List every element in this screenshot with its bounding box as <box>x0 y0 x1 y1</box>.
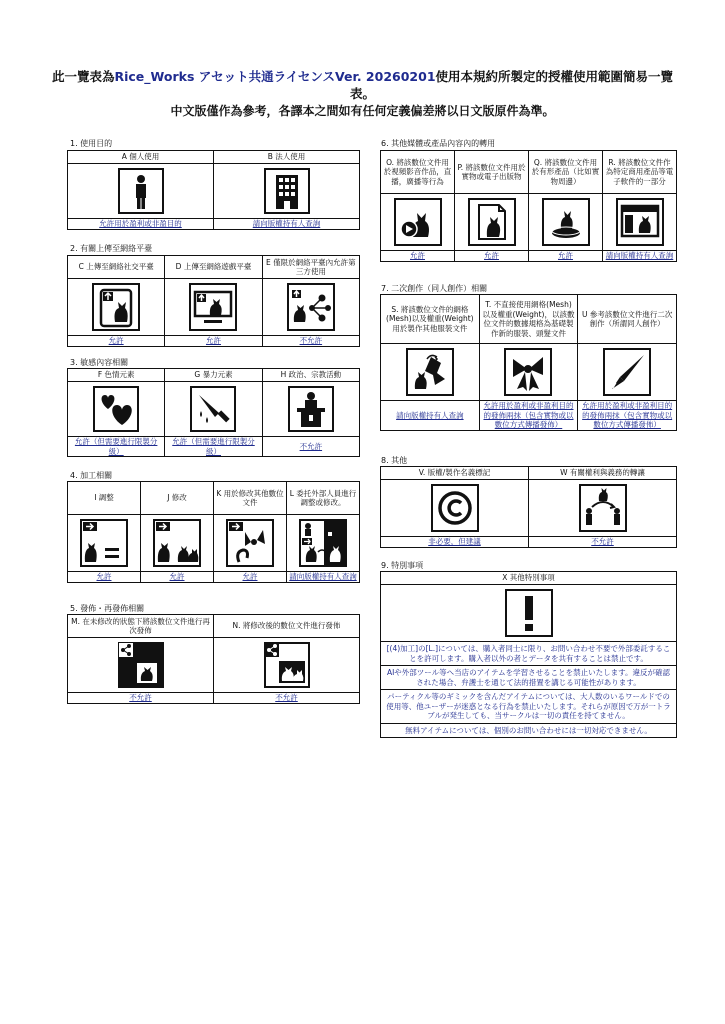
col-w-status: 不允許 <box>529 537 677 548</box>
pen-icon <box>602 347 652 397</box>
col-a-header: A 個人使用 <box>68 151 214 164</box>
transfer-icon <box>578 483 628 533</box>
mesh-clothes-icon <box>405 347 455 397</box>
col-t-status: 允許用於盈利或非盈利目的的發佈兩抹（包含實物或以數位方式傳播發佈） <box>479 401 578 431</box>
distribute-modified-icon <box>263 641 311 689</box>
section-6-table <box>380 150 677 262</box>
ribbon-icon <box>503 347 553 397</box>
section-8-label: 8. 其他 <box>381 456 408 465</box>
col-j-header: J 修改 <box>141 482 214 515</box>
col-n-header: N. 將修改後的數位文件進行發佈 <box>214 615 360 638</box>
hearts-icon <box>92 385 140 433</box>
section-9-table <box>380 571 677 738</box>
col-m-header: M. 在未修改的狀態下將該數位文件進行再次發佈 <box>68 615 214 638</box>
special-note-3: パーティクル等のギミックを含んだアイテムについては、大人数のいるワールドでの使用等、他ユーザーが迷惑となる行為を禁止いたします。それらが原因で万が一トラブルが発生しても、当サークルは一切の責任を持てません。 <box>381 690 677 724</box>
col-c-status: 允許 <box>68 336 165 347</box>
col-e-header: E 僅限於網絡平臺內允許第三方使用 <box>262 256 359 279</box>
share-third-party-icon <box>286 282 336 332</box>
section-3-label: 3. 敏感內容相關 <box>70 358 129 367</box>
person-icon <box>117 167 165 215</box>
col-s-header: S. 將該數位文件的網格(Mesh)以及權重(Weight)用於製作其他服裝文件 <box>381 295 480 344</box>
section-2-table <box>67 255 360 347</box>
col-e-status: 不允許 <box>262 336 359 347</box>
col-i-status: 允許 <box>68 572 141 583</box>
col-r-header: R. 將該數位文件作為特定商用產品等電子軟件的一部分 <box>603 151 677 194</box>
col-a-status: 允許用於盈利或非盈目的 <box>68 219 214 230</box>
col-t-header: T. 不直接使用網格(Mesh)以及權重(Weight)，以該數位文件的數據規格為基礎製作新的服裝、頭髮文件 <box>479 295 578 344</box>
outsource-icon <box>298 518 348 568</box>
section-7-label: 7. 二次創作（同人創作）相關 <box>381 284 488 293</box>
col-i-header: I 調整 <box>68 482 141 515</box>
section-9-label: 9. 特別事項 <box>381 561 424 570</box>
col-o-header: O. 將該數位文件用於視頻影音作品，直播，廣播等行為 <box>381 151 455 194</box>
col-l-header: L 委托外部人員進行調整或修改。 <box>287 482 360 515</box>
video-icon <box>393 197 443 247</box>
section-5-label: 5. 發佈・再發佈相關 <box>70 604 145 613</box>
redistribute-icon <box>117 641 165 689</box>
section-6-label: 6. 其他媒體或產品內容內的轉用 <box>381 139 496 148</box>
col-v-status: 非必要，但建議 <box>381 537 529 548</box>
col-n-status: 不允許 <box>214 693 360 704</box>
col-s-status: 請向版權持有人查詢 <box>381 401 480 431</box>
col-q-status: 允許 <box>529 251 603 262</box>
col-h-header: H 政治、宗教活動 <box>262 369 359 382</box>
col-q-header: Q. 將該數位文件用於有形產品（比如實物周邊） <box>529 151 603 194</box>
document-subtitle: 中文版僅作為參考，各譯本之間如有任何定義偏差將以日文版原件為準。 <box>170 104 555 118</box>
col-f-status: 允許（但需要進行限製分級） <box>68 437 165 457</box>
section-2-label: 2. 有關上傳至網絡平臺 <box>70 244 153 253</box>
col-d-status: 允許 <box>165 336 262 347</box>
col-l-status: 請向版權持有人查詢 <box>287 572 360 583</box>
section-3-table <box>67 368 360 457</box>
section-1-table <box>67 150 360 230</box>
col-w-header: W 有關權利與義務的轉讓 <box>529 467 677 480</box>
col-x-header: X 其他特別事項 <box>381 572 677 585</box>
col-p-header: P. 將該數位文件用於實物或電子出版物 <box>455 151 529 194</box>
license-name: Rice_Works アセット共通ライセンスVer. 20260201 <box>114 69 436 84</box>
col-c-header: C 上傳至網絡社交平臺 <box>68 256 165 279</box>
section-4-label: 4. 加工相關 <box>70 471 113 480</box>
col-b-status: 請向版權持有人查詢 <box>214 219 360 230</box>
exclamation-icon <box>504 588 554 638</box>
adjust-icon <box>79 518 129 568</box>
section-7-table <box>380 294 677 431</box>
col-b-header: B 法人使用 <box>214 151 360 164</box>
col-j-status: 允許 <box>141 572 214 583</box>
software-icon <box>615 197 665 247</box>
special-note-4: 無料アイテムについては、個別のお問い合わせには一切対応できません。 <box>381 723 677 738</box>
col-k-status: 允許 <box>214 572 287 583</box>
col-g-header: G 暴力元素 <box>165 369 262 382</box>
col-h-status: 不允許 <box>262 437 359 457</box>
col-r-status: 請向版權持有人查詢 <box>603 251 677 262</box>
merch-icon <box>541 197 591 247</box>
col-d-header: D 上傳至網絡遊戲平臺 <box>165 256 262 279</box>
upload-monitor-icon <box>188 282 238 332</box>
col-u-header: U 參考該數位文件進行二次創作（所謂同人創作） <box>578 295 677 344</box>
col-g-status: 允許（但需要進行限製分級） <box>165 437 262 457</box>
section-4-table <box>67 481 360 583</box>
building-icon <box>263 167 311 215</box>
podium-icon <box>287 385 335 433</box>
col-m-status: 不允許 <box>68 693 214 704</box>
col-o-status: 允許 <box>381 251 455 262</box>
col-u-status: 允許用於盈利或非盈利目的的發佈兩抹（包含實物或以數位方式傳播發佈） <box>578 401 677 431</box>
special-note-2: AIや外部ツール等へ当店のアイテムを学習させることを禁止いたします。違反が確認された場合、弁護士を通じて法的措置を講じる可能性があります。 <box>381 666 677 690</box>
knife-icon <box>189 385 237 433</box>
col-k-header: K 用於修改其他數位文件 <box>214 482 287 515</box>
upload-phone-icon <box>91 282 141 332</box>
publication-icon <box>467 197 517 247</box>
copyright-icon <box>430 483 480 533</box>
col-p-status: 允許 <box>455 251 529 262</box>
section-1-label: 1. 使用目的 <box>70 139 113 148</box>
special-note-1: [(4)加工]の[L.]については、購入者同士に限り、お問い合わせ不要で外部委託することを許可します。購入者以外の者とデータを共有することは禁止です。 <box>381 642 677 666</box>
document-title: 此一覽表為Rice_Works アセット共通ライセンスVer. 20260201使用本規約所製定的授權使用範圍簡易一覽 表。 <box>51 69 674 101</box>
use-modify-other-icon <box>225 518 275 568</box>
section-5-table <box>67 614 360 704</box>
section-8-table <box>380 466 677 548</box>
col-v-header: V. 版權/製作名義標記 <box>381 467 529 480</box>
col-f-header: F 色情元素 <box>68 369 165 382</box>
modify-icon <box>152 518 202 568</box>
